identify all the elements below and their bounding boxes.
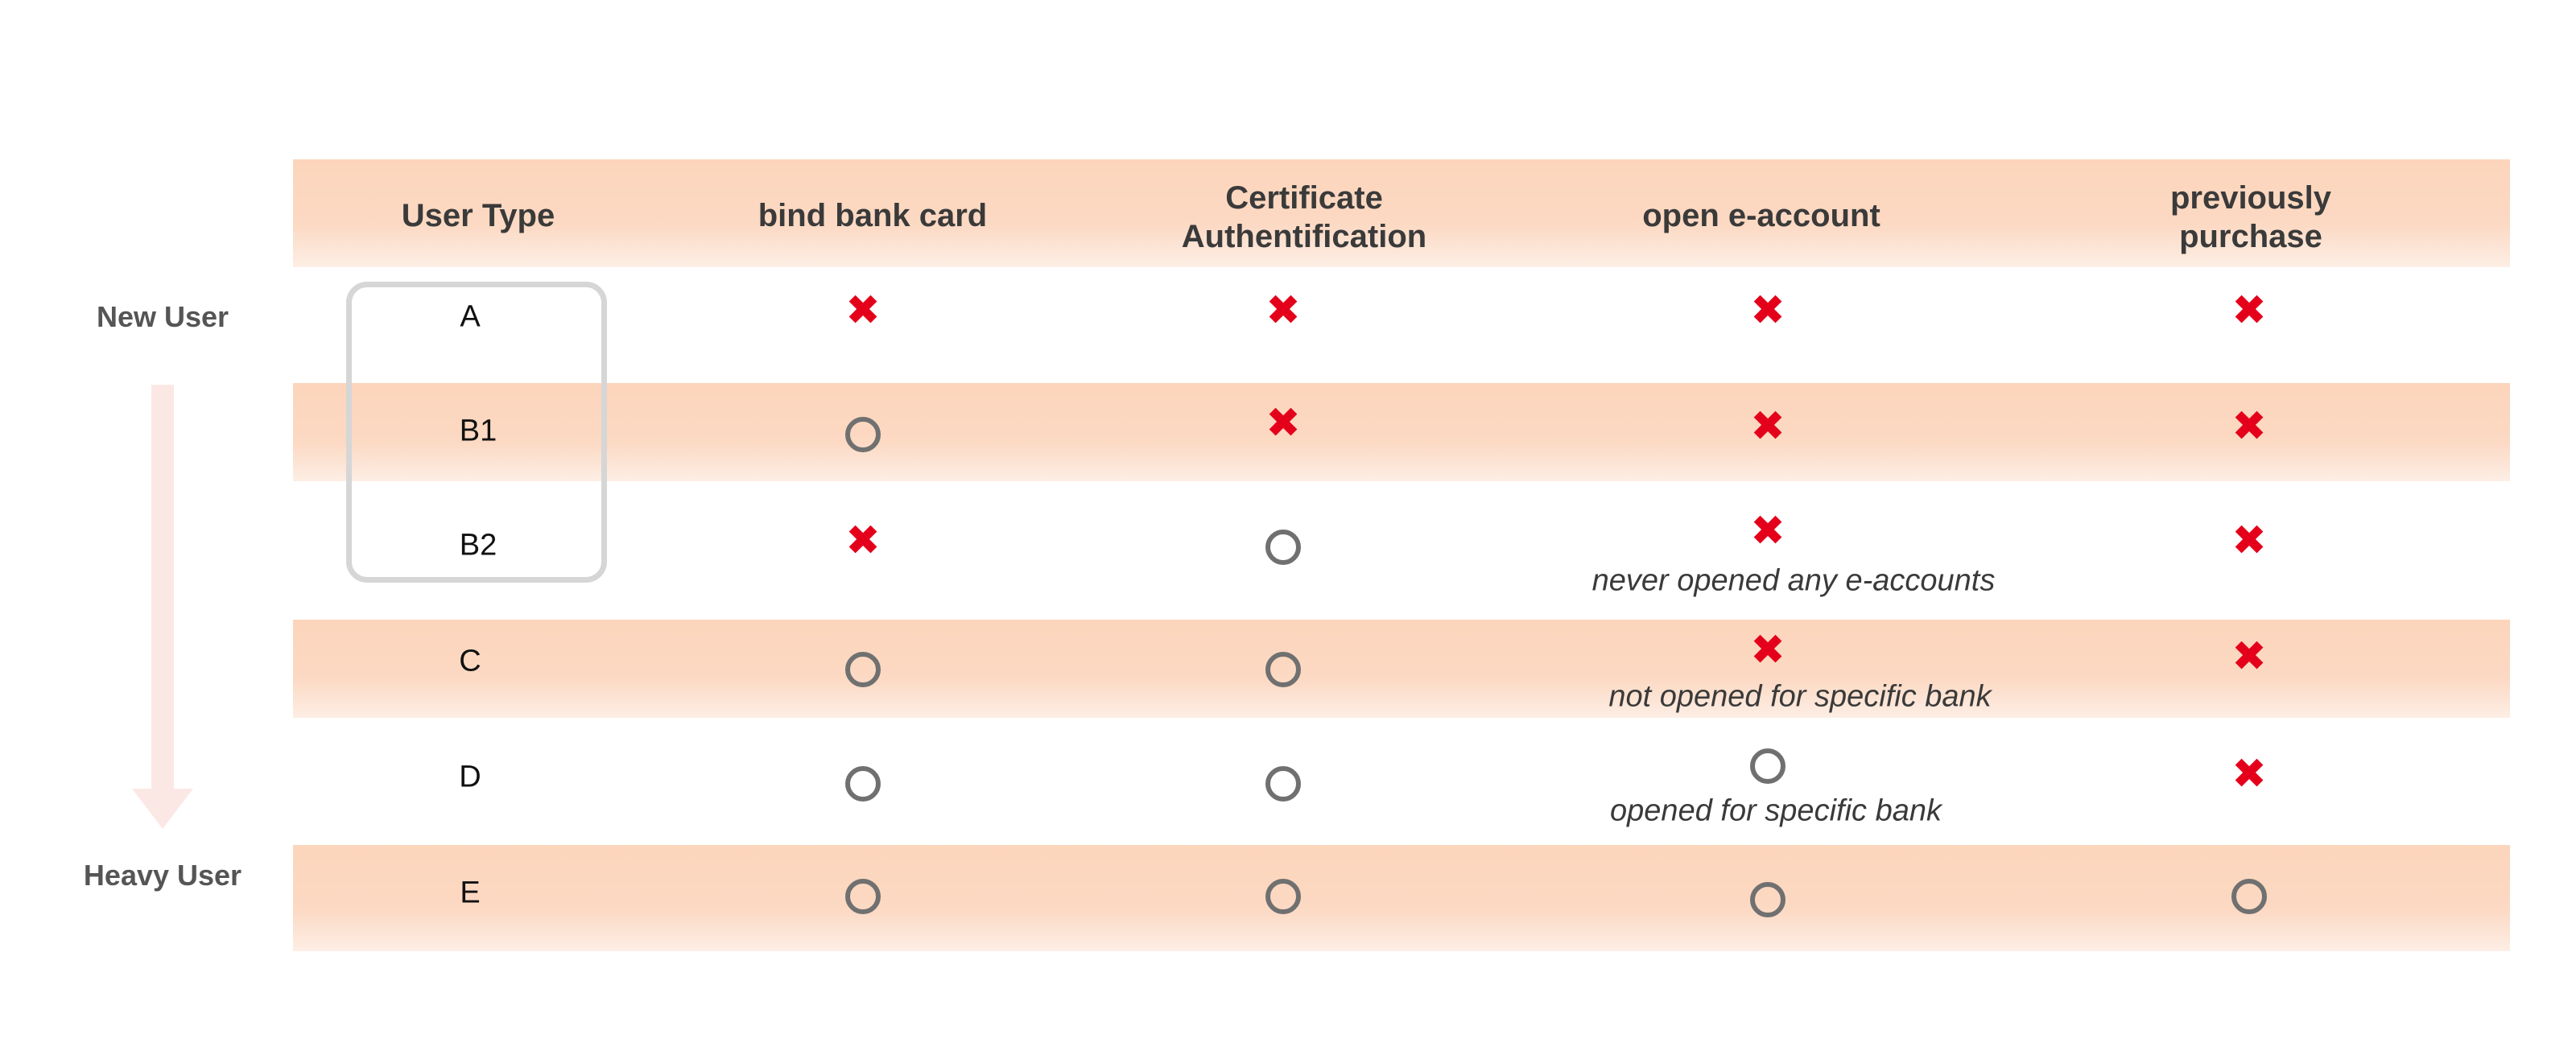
header-user-type: User Type <box>401 198 555 233</box>
header-certificate-authentification: Certificate Authentification <box>1181 180 1427 254</box>
user-type-b1: B1 <box>459 414 497 448</box>
cross-mark-icon-a-open-e-account: ✖ <box>1750 286 1785 335</box>
header-bind-bank-card: bind bank card <box>758 198 988 233</box>
progression-arrow-head <box>132 789 193 829</box>
cross-mark-icon-d-previously-purchase: ✖ <box>2231 750 2267 798</box>
cross-mark-icon-b1-previously-purchase: ✖ <box>2231 402 2267 451</box>
cross-mark-icon-b2-previously-purchase: ✖ <box>2231 517 2267 565</box>
side-label-heavy-user: Heavy User <box>83 859 242 892</box>
circle-mark-icon-d-certificate <box>1265 766 1301 802</box>
cross-mark-icon-c-previously-purchase: ✖ <box>2231 633 2267 681</box>
note-d: opened for specific bank <box>1610 793 1942 828</box>
note-c: not opened for specific bank <box>1608 679 1992 714</box>
circle-mark-icon-c-certificate <box>1265 652 1301 687</box>
cross-mark-icon-a-certificate: ✖ <box>1265 286 1301 335</box>
progression-arrow <box>151 385 174 791</box>
cross-mark-icon-b1-certificate: ✖ <box>1265 399 1301 447</box>
cross-mark-icon-c-open-e-account: ✖ <box>1750 626 1785 674</box>
circle-mark-icon-b1-bind-bank-card <box>845 417 881 452</box>
row-band-b1 <box>293 383 2510 481</box>
circle-mark-icon-e-open-e-account <box>1750 882 1785 917</box>
user-type-c: C <box>459 644 481 678</box>
header-open-e-account: open e-account <box>1642 198 1880 233</box>
cross-mark-icon-a-previously-purchase: ✖ <box>2231 286 2267 335</box>
circle-mark-icon-d-open-e-account <box>1750 748 1785 784</box>
circle-mark-icon-c-bind-bank-card <box>845 652 881 687</box>
circle-mark-icon-e-certificate <box>1265 879 1301 914</box>
user-type-d: D <box>459 760 481 794</box>
user-type-b2: B2 <box>459 528 497 563</box>
note-b2: never opened any e-accounts <box>1591 563 1996 598</box>
side-label-new-user: New User <box>96 300 229 333</box>
user-type-e: E <box>460 876 481 910</box>
cross-mark-icon-a-bind-bank-card: ✖ <box>845 286 881 335</box>
cross-mark-icon-b2-open-e-account: ✖ <box>1750 507 1785 555</box>
cross-mark-icon-b2-bind-bank-card: ✖ <box>845 517 881 565</box>
circle-mark-icon-e-previously-purchase <box>2231 879 2267 914</box>
circle-mark-icon-b2-certificate <box>1265 530 1301 565</box>
row-band-e <box>293 845 2510 951</box>
header-previously-purchase: previously purchase <box>2169 180 2332 254</box>
circle-mark-icon-d-bind-bank-card <box>845 766 881 802</box>
user-type-a: A <box>460 299 481 334</box>
row-band-c <box>293 620 2510 718</box>
cross-mark-icon-b1-open-e-account: ✖ <box>1750 402 1785 451</box>
circle-mark-icon-e-bind-bank-card <box>845 879 881 914</box>
